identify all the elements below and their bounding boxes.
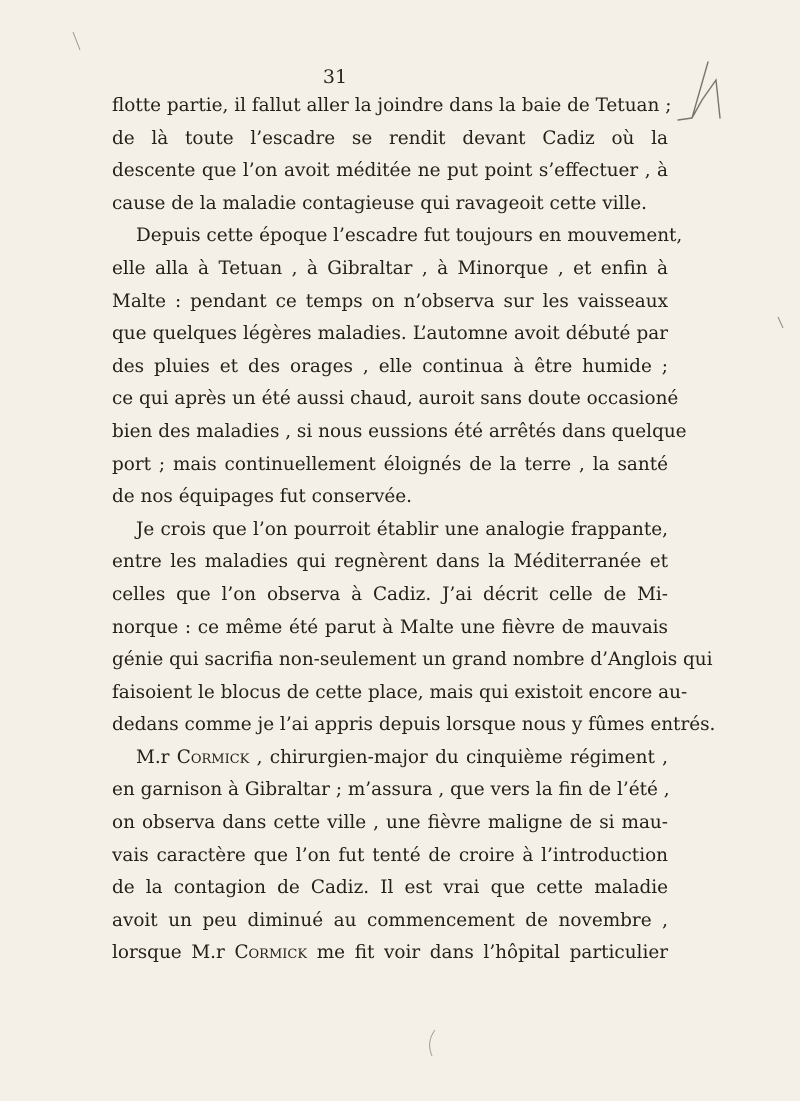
text-line: norque : ce même été parut à Malte une fièvre de mauvais <box>112 616 668 638</box>
text-line: entre les maladies qui regnèrent dans la Méditerranée et <box>112 551 668 573</box>
text-line: port ; mais continuellement éloignés de la terre , la santé <box>112 453 668 475</box>
body-text <box>112 90 716 970</box>
pencil-tick-mark <box>776 316 786 330</box>
pencil-corner-mark <box>70 30 84 52</box>
text-line: bien des maladies , si nous eussions été arrêtés dans quelque <box>112 420 687 442</box>
text-line: des pluies et des orages , elle continua à être humide ; <box>112 355 668 377</box>
text-line: elle alla à Tetuan , à Gibraltar , à Minorque , et enfin à <box>112 257 668 279</box>
text-line: Depuis cette époque l’escadre fut toujours en mouvement, <box>136 225 683 247</box>
pencil-bottom-mark <box>424 1028 438 1058</box>
text-line: de nos équipages fut conservée. <box>112 486 412 508</box>
text-line: descente que l’on avoit méditée ne put point s’effectuer , à <box>112 160 668 182</box>
text-line: génie qui sacrifia non-seulement un grand nombre d’Anglois qui <box>112 649 713 671</box>
text-line: Malte : pendant ce temps on n’observa sur les vaisseaux <box>112 290 668 312</box>
pencil-margin-mark <box>672 60 732 130</box>
text-line: en garnison à Gibraltar ; m’assura , que vers la fin de l’été , <box>112 779 670 801</box>
text-line: ce qui après un été aussi chaud, auroit sans doute occasioné <box>112 388 679 410</box>
text-line: lorsque M.r Cormick me fit voir dans l’hôpital particulier <box>112 942 668 964</box>
text-line: faisoient le blocus de cette place, mais qui existoit encore au- <box>112 681 688 703</box>
text-line: de la contagion de Cadiz. Il est vrai que cette maladie <box>112 877 668 899</box>
text-line: on observa dans cette ville , une fièvre maligne de si mau- <box>112 812 668 834</box>
text-line: que quelques légères maladies. L’automne avoit débuté par <box>112 323 668 345</box>
text-line: vais caractère que l’on fut tenté de croire à l’introduction <box>112 844 668 866</box>
text-line: avoit un peu diminué au commencement de novembre , <box>112 909 668 931</box>
text-line: M.r Cormick , chirurgien-major du cinquième régiment , <box>136 746 668 768</box>
text-line: de là toute l’escadre se rendit devant Cadiz où la <box>112 127 668 149</box>
text-line: flotte partie, il fallut aller la joindre dans la baie de Tetuan ; <box>112 95 672 116</box>
text-line: cause de la maladie contagieuse qui ravageoit cette ville. <box>112 192 647 214</box>
text-line: celles que l’on observa à Cadiz. J’ai décrit celle de Mi- <box>112 583 668 605</box>
page-number: 31 <box>322 66 348 88</box>
text-line: Je crois que l’on pourroit établir une analogie frappante, <box>136 518 668 540</box>
text-line: dedans comme je l’ai appris depuis lorsque nous y fûmes entrés. <box>112 714 716 736</box>
